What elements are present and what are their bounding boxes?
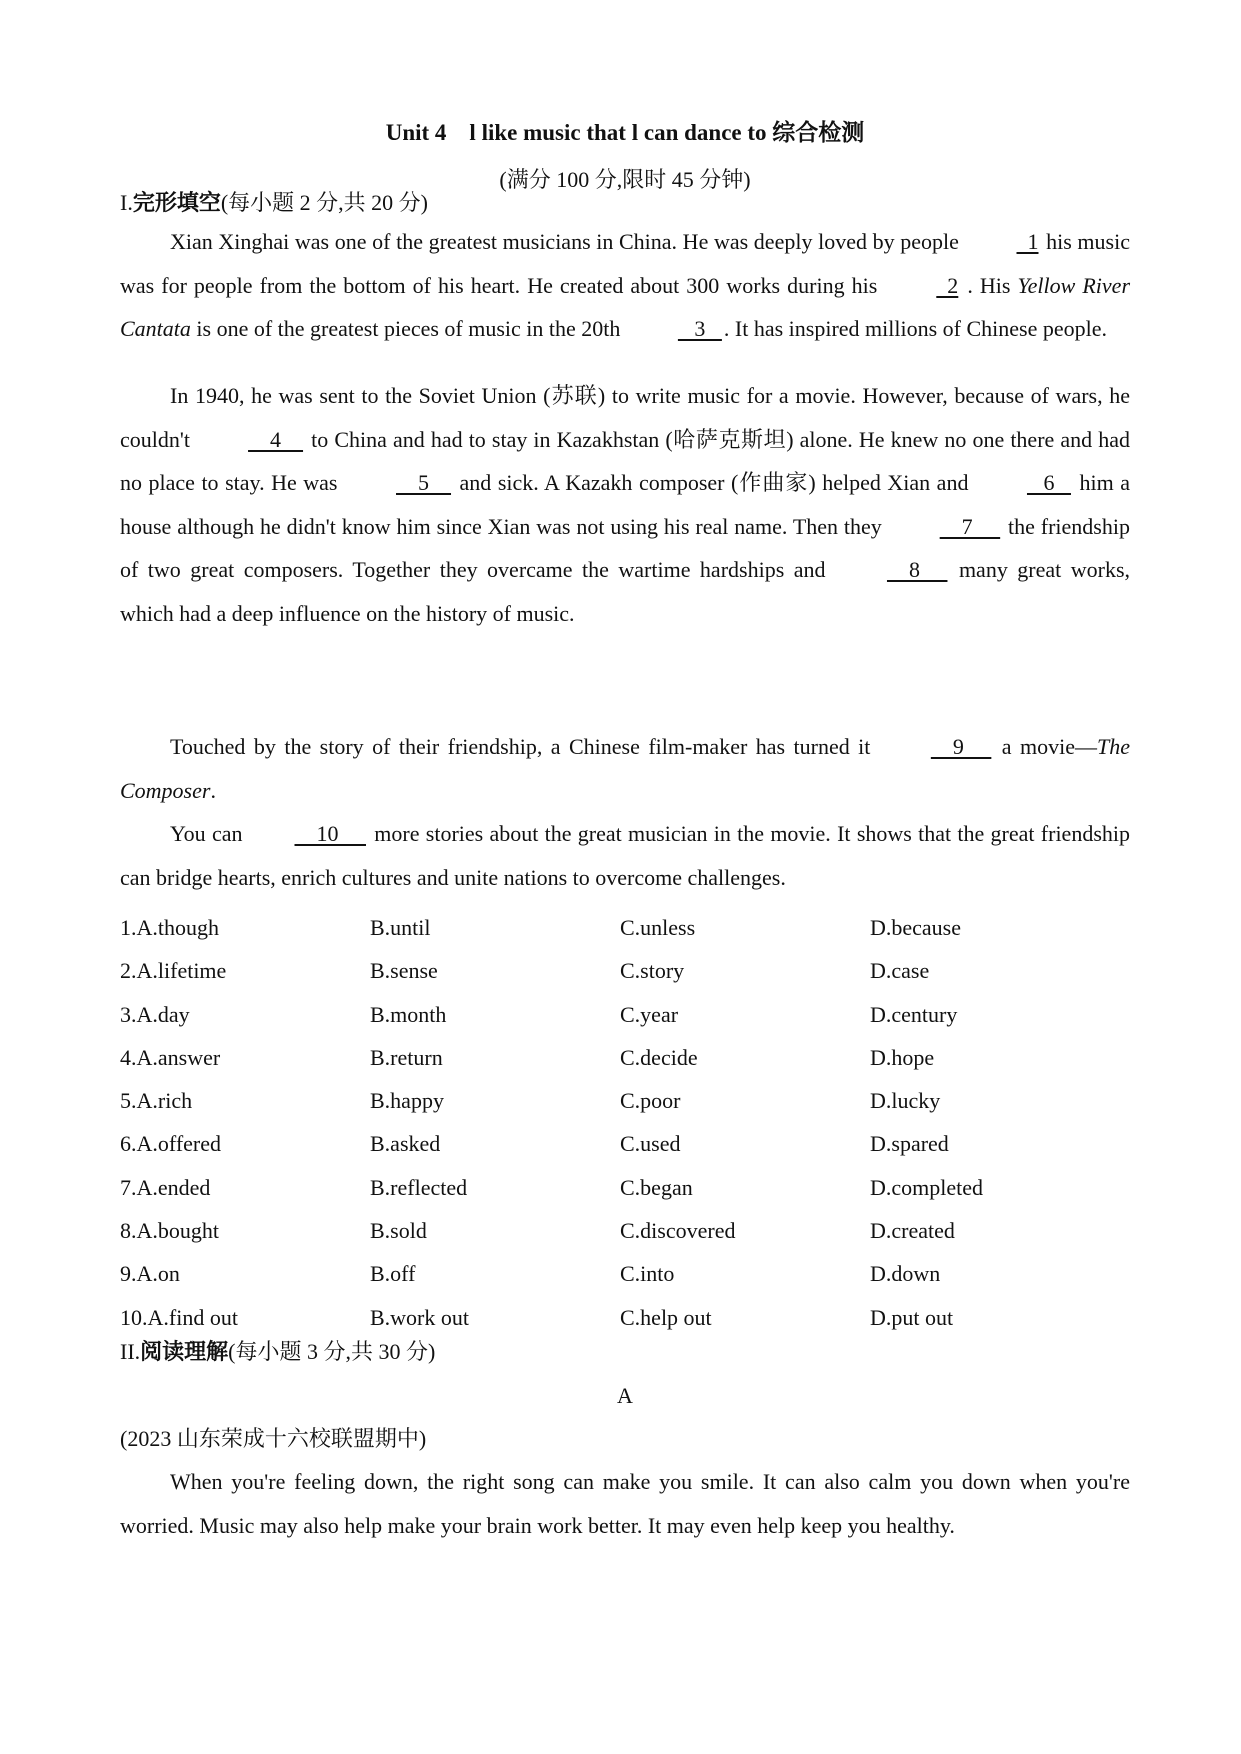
option-a: 4.A.answer — [120, 1044, 221, 1070]
option-a: 8.A.bought — [120, 1218, 219, 1244]
option-d: D.case — [870, 958, 930, 984]
option-row — [120, 906, 1130, 949]
blank-7: 7 — [939, 513, 1001, 539]
option-row — [120, 1296, 1130, 1339]
option-c: C.discovered — [620, 1218, 736, 1244]
blank-9: 9 — [930, 734, 992, 759]
page-subtitle: (满分 100 分,限时 45 分钟) — [499, 167, 751, 192]
text: many great works, which had a deep influence on the history of music. — [120, 557, 1131, 626]
section-points: (每小题 2 分,共 20 分) — [220, 190, 428, 215]
option-d: D.down — [870, 1261, 941, 1287]
option-c: C.poor — [620, 1088, 681, 1114]
section-heading-cloze — [120, 188, 428, 218]
text: You can — [170, 821, 243, 846]
option-b: B.off — [370, 1261, 416, 1287]
option-d: D.hope — [870, 1044, 935, 1070]
text: him a house although he didn't know him since Xian was not using his real name. Then they — [120, 470, 1130, 539]
option-a: 5.A.rich — [120, 1088, 193, 1114]
option-d: D.lucky — [870, 1088, 941, 1114]
blank-6: 6 — [1026, 470, 1071, 495]
text: his music was for people from the bottom of his heart. He created about 300 works during his — [120, 229, 1130, 298]
blank-3: 3 — [677, 316, 722, 341]
option-d: D.because — [870, 915, 962, 940]
option-a: 1.A.though — [120, 915, 219, 940]
text: to China and had to stay in Kazakhstan (哈萨克斯坦) alone. He knew no one there and had no place to stay. He was — [120, 426, 1130, 495]
blank-2: 2 — [936, 272, 959, 298]
work-title: Yellow River Cantata — [120, 272, 1131, 341]
section-name: 阅读理解 — [140, 1339, 229, 1364]
option-d: D.century — [870, 1001, 958, 1027]
option-row — [120, 1079, 1130, 1122]
option-b: B.sold — [370, 1218, 427, 1244]
text: Touched by the story of their friendship, a Chinese film-maker has turned it — [170, 734, 879, 759]
option-a: 6.A.offered — [120, 1131, 221, 1157]
text: is one of the greatest pieces of music in the 20th — [190, 316, 626, 341]
blank-5: 5 — [396, 470, 452, 495]
option-a: 9.A.on — [120, 1261, 180, 1287]
cloze-paragraph-3 — [120, 725, 1130, 812]
option-row — [120, 949, 1130, 992]
option-a: 7.A.ended — [120, 1174, 211, 1200]
section-heading-reading — [120, 1337, 435, 1367]
option-b: B.month — [370, 1001, 447, 1027]
blank-1: 1 — [1016, 229, 1039, 254]
passage-source: (2023 山东荣成十六校联盟期中) — [120, 1426, 427, 1451]
option-a: 10.A.find out — [120, 1304, 238, 1330]
option-c: C.used — [620, 1131, 681, 1157]
text: the friendship of two great composers. Together they overcame the wartime hardships and — [120, 513, 1130, 582]
reading-paragraph-1: When you're feeling down, the right song can make you smile. It can also calm you down when you're worried. Music may also help make your brain work better. It may even help keep you healthy. — [120, 1469, 1130, 1538]
option-d: D.created — [870, 1218, 955, 1244]
option-c: C.decide — [620, 1044, 698, 1070]
option-row — [120, 1122, 1130, 1165]
page-title: Unit 4 l like music that l can dance to 综合检测 — [385, 120, 865, 145]
text: In 1940, he was sent to the Soviet Union (苏联) to write music for a movie. However, because of wars, he couldn't — [120, 383, 1130, 452]
cloze-paragraph-2 — [120, 374, 1130, 635]
text: more stories about the great musician in the movie. It shows that the great friendship can bridge hearts, enrich cultures and unite nations to overcome challenges. — [120, 821, 1130, 890]
option-b: B.asked — [370, 1131, 441, 1157]
option-c: C.story — [620, 958, 685, 984]
passage-label: A — [617, 1383, 633, 1408]
section-label: II. — [120, 1339, 141, 1364]
option-d: D.completed — [870, 1174, 984, 1200]
option-c: C.year — [620, 1001, 679, 1027]
section-name: 完形填空 — [132, 190, 221, 215]
text: a movie— — [993, 734, 1097, 759]
blank-8: 8 — [886, 557, 948, 582]
blank-4: 4 — [248, 426, 304, 452]
text: . It has inspired millions of Chinese people. — [723, 316, 1108, 341]
text: . — [210, 777, 216, 803]
option-b: B.happy — [370, 1088, 444, 1114]
option-row — [120, 993, 1130, 1036]
option-c: C.into — [620, 1261, 675, 1287]
option-a: 2.A.lifetime — [120, 958, 227, 984]
text: Xian Xinghai was one of the greatest musicians in China. He was deeply loved by people — [170, 229, 965, 254]
option-b: B.until — [370, 915, 431, 940]
option-b: B.work out — [370, 1304, 469, 1330]
option-row — [120, 1252, 1130, 1295]
cloze-paragraph-4 — [120, 812, 1130, 899]
movie-title: The Composer — [120, 734, 1130, 803]
option-row — [120, 1209, 1130, 1252]
option-a: 3.A.day — [120, 1001, 190, 1027]
option-row — [120, 1166, 1130, 1209]
section-label: I. — [120, 190, 133, 215]
answer-options — [120, 906, 1130, 1339]
option-c: C.began — [620, 1174, 693, 1200]
option-d: D.put out — [870, 1304, 954, 1330]
text: and sick. A Kazakh composer (作曲家) helped Xian and — [453, 470, 975, 495]
option-b: B.sense — [370, 958, 438, 984]
section-points: (每小题 3 分,共 30 分) — [228, 1339, 436, 1364]
cloze-paragraph-1 — [120, 220, 1130, 351]
option-c: C.help out — [620, 1304, 712, 1330]
option-c: C.unless — [620, 915, 696, 940]
option-d: D.spared — [870, 1131, 949, 1157]
blank-10: 10 — [294, 821, 366, 846]
option-b: B.reflected — [370, 1174, 468, 1200]
option-b: B.return — [370, 1044, 443, 1070]
text: . His — [960, 272, 1018, 298]
option-row — [120, 1036, 1130, 1079]
